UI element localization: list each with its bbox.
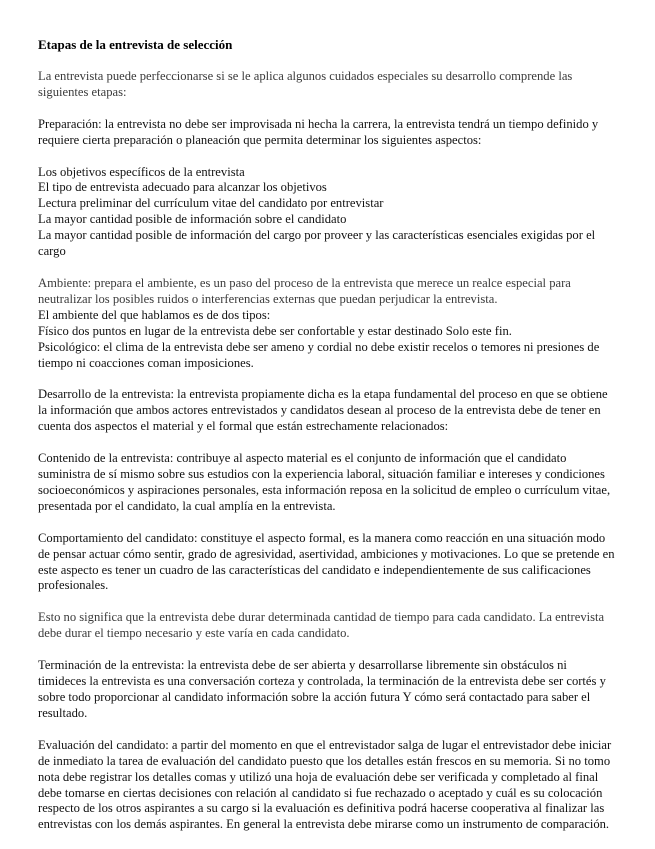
aspecto-item: Lectura preliminar del currículum vitae del candidato por entrevistar: [38, 196, 384, 211]
ambiente-intro: Ambiente: prepara el ambiente, es un paso del proceso de la entrevista que merece un realce especial para neutralizar los posibles ruidos o interferencias externas que puedan perjudicar la entrevista.: [38, 275, 571, 306]
desarrollo-paragraph: Desarrollo de la entrevista: la entrevista propiamente dicha es la etapa fundamental del proceso en que se obtiene la información que ambos actores entrevistados y candidatos desean al proceso de la entrevista debe de tener en cuenta dos aspectos el material y el formal que están estrechamente relacionados:: [38, 387, 608, 434]
ambiente-tipos: El ambiente del que hablamos es de dos tipos:: [38, 307, 271, 322]
aspecto-item: Los objetivos específicos de la entrevista: [38, 164, 245, 179]
aspectos-list: [38, 165, 616, 260]
comportamiento-paragraph: Comportamiento del candidato: constituye el aspecto formal, es la manera como reacción en una situación modo de pensar actuar cómo sentir, grado de agresividad, asertividad, ambiciones y motivaciones. Lo que se pretende en este aspecto es tener un cuadro de las características del candidato e independientemente de sus calificaciones profesionales.: [38, 530, 615, 593]
aspecto-item: La mayor cantidad posible de información sobre el candidato: [38, 212, 347, 227]
ambiente-section: [38, 276, 616, 371]
ambiente-fisico: Físico dos puntos en lugar de la entrevista debe ser confortable y estar destinado Solo este fin.: [38, 323, 512, 338]
preparacion-paragraph: Preparación: la entrevista no debe ser improvisada ni hecha la carrera, la entrevista tendrá un tiempo definido y requiere cierta preparación o planeación que permita determinar los siguientes aspectos:: [38, 116, 599, 147]
document-title: Etapas de la entrevista de selección: [38, 37, 233, 52]
evaluacion-paragraph: Evaluación del candidato: a partir del momento en que el entrevistador salga de lugar el entrevistador debe iniciar de inmediato la tarea de evaluación del candidato puesto que los detalles están frescos en su memoria. Si no tomo nota debe registrar los detalles comas y utilizó una hoja de evaluación debe ser verificada y completado al final debe tomarse en ciertas decisiones con relación al candidato si fue rechazado o aceptado y cuál es su colocación respecto de los otros aspirantes a su cargo si la evaluación es definitiva podrá hacerse cooperativa al finalizar las entrevistas con los demás aspirantes. En general la entrevista debe mirarse como un instrumento de comparación.: [38, 737, 612, 832]
duracion-paragraph: Esto no significa que la entrevista debe durar determinada cantidad de tiempo para cada candidato. La entrevista debe durar el tiempo necesario y este varía en cada candidato.: [38, 610, 605, 641]
ambiente-psicologico: Psicológico: el clima de la entrevista debe ser ameno y cordial no debe existir recelos o temores ni presiones de tiempo ni coacciones coman imposiciones.: [38, 339, 600, 370]
aspecto-item: La mayor cantidad posible de información del cargo por proveer y las características esenciales exigidas por el cargo: [38, 228, 596, 259]
intro-paragraph: La entrevista puede perfeccionarse si se le aplica algunos cuidados especiales su desarrollo comprende las siguientes etapas:: [38, 68, 573, 99]
aspecto-item: El tipo de entrevista adecuado para alcanzar los objetivos: [38, 180, 327, 195]
contenido-paragraph: Contenido de la entrevista: contribuye al aspecto material es el conjunto de información que el candidato suministra de sí mismo sobre sus estudios con la experiencia laboral, situación familiar e intereses y condiciones socioeconómicos y aspiraciones personales, esta información reposa en la solicitud de empleo o currículum vitae, presentada por el candidato, la cual amplía en la entrevista.: [38, 451, 611, 513]
document-page: [38, 37, 616, 849]
terminacion-paragraph: Terminación de la entrevista: la entrevista debe de ser abierta y desarrollarse libremente sin obstáculos ni timideces la entrevista es una conversación corteza y controlada, la terminación de la entrevista debe ser cortés y sobre todo proporcionar al candidato información sobre la acción futura Y cómo será contactado para saber el resultado.: [38, 658, 606, 720]
